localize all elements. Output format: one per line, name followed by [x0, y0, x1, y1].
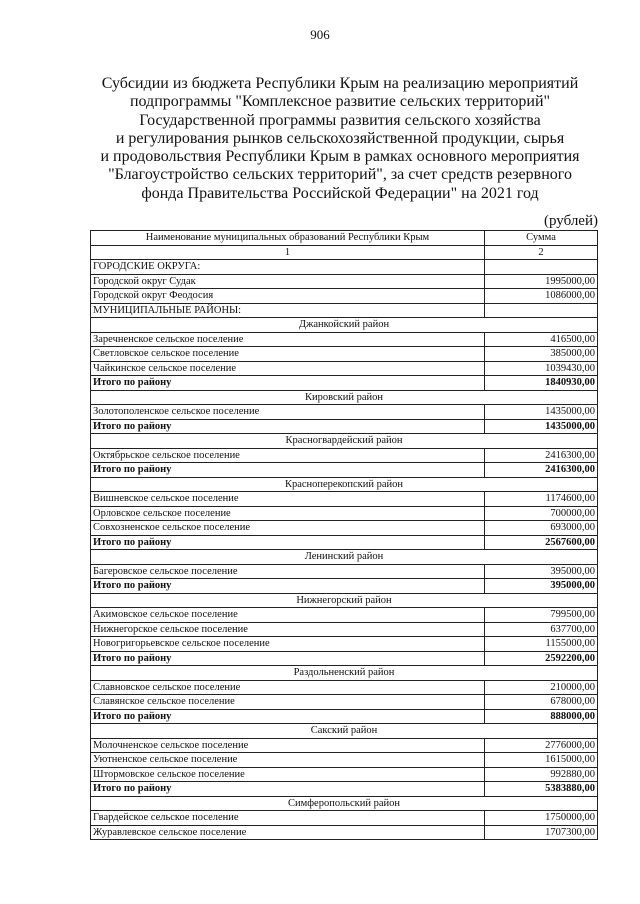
amount: 693000,00 [485, 521, 598, 536]
amount: 1707300,00 [485, 825, 598, 840]
total-amount: 2567600,00 [485, 535, 598, 550]
district-heading-row [91, 593, 598, 608]
settlement-name: Нижнегорское сельское поселение [91, 622, 485, 637]
table-row [91, 289, 598, 304]
district-heading-row [91, 477, 598, 492]
settlement-name: Светловское сельское поселение [91, 347, 485, 362]
settlement-name: ГОРОДСКИЕ ОКРУГА: [91, 260, 485, 275]
title-line: и продовольствия Республики Крым в рамках основного мероприятия [100, 148, 580, 166]
table-row [91, 680, 598, 695]
table-row [91, 767, 598, 782]
table-row [91, 506, 598, 521]
table-row [91, 521, 598, 536]
district-name: Красноперекопский район [91, 477, 598, 492]
table-row [91, 622, 598, 637]
total-label: Итого по району [91, 651, 485, 666]
total-label: Итого по району [91, 579, 485, 594]
settlement-name: МУНИЦИПАЛЬНЫЕ РАЙОНЫ: [91, 303, 485, 318]
table-row [91, 738, 598, 753]
total-amount: 395000,00 [485, 579, 598, 594]
total-label: Итого по району [91, 535, 485, 550]
table-row [91, 825, 598, 840]
table-row [91, 492, 598, 507]
total-row [91, 709, 598, 724]
district-name: Красногвардейский район [91, 434, 598, 449]
district-heading-row [91, 434, 598, 449]
district-heading-row [91, 796, 598, 811]
amount: 395000,00 [485, 564, 598, 579]
district-name: Сакский район [91, 724, 598, 739]
table-row [91, 811, 598, 826]
document-title [80, 75, 600, 203]
settlement-name: Городской округ Судак [91, 274, 485, 289]
amount: 2416300,00 [485, 448, 598, 463]
amount: 1995000,00 [485, 274, 598, 289]
currency-unit: (рублей) [543, 213, 598, 229]
section-row [91, 303, 598, 318]
amount: 1039430,00 [485, 361, 598, 376]
total-row [91, 376, 598, 391]
amount [485, 303, 598, 318]
amount: 637700,00 [485, 622, 598, 637]
title-line: Субсидии из бюджета Республики Крым на реализацию мероприятий [101, 75, 579, 92]
total-amount: 2416300,00 [485, 463, 598, 478]
settlement-name: Славянское сельское поселение [91, 695, 485, 710]
total-amount: 1840930,00 [485, 376, 598, 391]
district-name: Раздольненский район [91, 666, 598, 681]
title-line: Государственной программы развития сельского хозяйства [139, 111, 541, 129]
amount: 700000,00 [485, 506, 598, 521]
settlement-name: Гвардейское сельское поселение [91, 811, 485, 826]
total-amount: 2592200,00 [485, 651, 598, 666]
amount: 210000,00 [485, 680, 598, 695]
table-row [91, 608, 598, 623]
amount: 416500,00 [485, 332, 598, 347]
total-amount: 1435000,00 [485, 419, 598, 434]
settlement-name: Акимовское сельское поселение [91, 608, 485, 623]
district-name: Кировский район [91, 390, 598, 405]
district-name: Джанкойский район [91, 318, 598, 333]
total-row [91, 579, 598, 594]
title-line: фонда Правительства Российской Федерации" на 2021 год [141, 184, 539, 202]
settlement-name: Новогригорьевское сельское поселение [91, 637, 485, 652]
settlement-name: Уютненское сельское поселение [91, 753, 485, 768]
settlement-name: Багеровское сельское поселение [91, 564, 485, 579]
table-row [91, 361, 598, 376]
table-header-row [91, 231, 598, 246]
table-row [91, 695, 598, 710]
amount: 385000,00 [485, 347, 598, 362]
table-row [91, 332, 598, 347]
total-label: Итого по району [91, 709, 485, 724]
total-label: Итого по району [91, 419, 485, 434]
settlement-name: Городской округ Феодосия [91, 289, 485, 304]
district-name: Ленинский район [91, 550, 598, 565]
title-line: и регулирования рынков сельскохозяйственной продукции, сырья [115, 129, 565, 147]
header-sum: Сумма [485, 231, 598, 246]
total-amount: 888000,00 [485, 709, 598, 724]
settlement-name: Славновское сельское поселение [91, 680, 485, 695]
total-amount: 5383880,00 [485, 782, 598, 797]
district-heading-row [91, 550, 598, 565]
table-row [91, 405, 598, 420]
settlement-name: Орловское сельское поселение [91, 506, 485, 521]
settlement-name: Золотополенское сельское поселение [91, 405, 485, 420]
column-number: 2 [485, 245, 598, 260]
settlement-name: Чайкинское сельское поселение [91, 361, 485, 376]
column-number-row [91, 245, 598, 260]
amount: 1615000,00 [485, 753, 598, 768]
table-row [91, 564, 598, 579]
amount: 992880,00 [485, 767, 598, 782]
table-row [91, 637, 598, 652]
district-heading-row [91, 666, 598, 681]
district-heading-row [91, 390, 598, 405]
total-row [91, 463, 598, 478]
amount [485, 260, 598, 275]
table-row [91, 753, 598, 768]
title-line: подпрограммы "Комплексное развитие сельских территорий" [129, 93, 551, 111]
table-body [91, 260, 598, 840]
total-label: Итого по району [91, 782, 485, 797]
district-heading-row [91, 318, 598, 333]
amount: 1155000,00 [485, 637, 598, 652]
table-row [91, 448, 598, 463]
settlement-name: Заречненское сельское поселение [91, 332, 485, 347]
table-row [91, 274, 598, 289]
table-row [91, 347, 598, 362]
header-name: Наименование муниципальных образований Республики Крым [91, 231, 485, 246]
amount: 2776000,00 [485, 738, 598, 753]
settlement-name: Журавлевское сельское поселение [91, 825, 485, 840]
amount: 799500,00 [485, 608, 598, 623]
settlement-name: Молочненское сельское поселение [91, 738, 485, 753]
total-label: Итого по району [91, 463, 485, 478]
title-line: "Благоустройство сельских территорий", за счет средств резервного [108, 166, 572, 184]
subsidy-table [90, 230, 598, 840]
column-number: 1 [91, 245, 485, 260]
total-row [91, 535, 598, 550]
district-heading-row [91, 724, 598, 739]
total-row [91, 782, 598, 797]
district-name: Нижнегорский район [91, 593, 598, 608]
amount: 678000,00 [485, 695, 598, 710]
amount: 1750000,00 [485, 811, 598, 826]
section-row [91, 260, 598, 275]
district-name: Симферопольский район [91, 796, 598, 811]
settlement-name: Совхозненское сельское поселение [91, 521, 485, 536]
total-row [91, 419, 598, 434]
amount: 1174600,00 [485, 492, 598, 507]
total-label: Итого по району [91, 376, 485, 391]
page-number: 906 [310, 27, 330, 42]
settlement-name: Октябрьское сельское поселение [91, 448, 485, 463]
settlement-name: Вишневское сельское поселение [91, 492, 485, 507]
settlement-name: Штормовское сельское поселение [91, 767, 485, 782]
amount: 1435000,00 [485, 405, 598, 420]
total-row [91, 651, 598, 666]
amount: 1086000,00 [485, 289, 598, 304]
